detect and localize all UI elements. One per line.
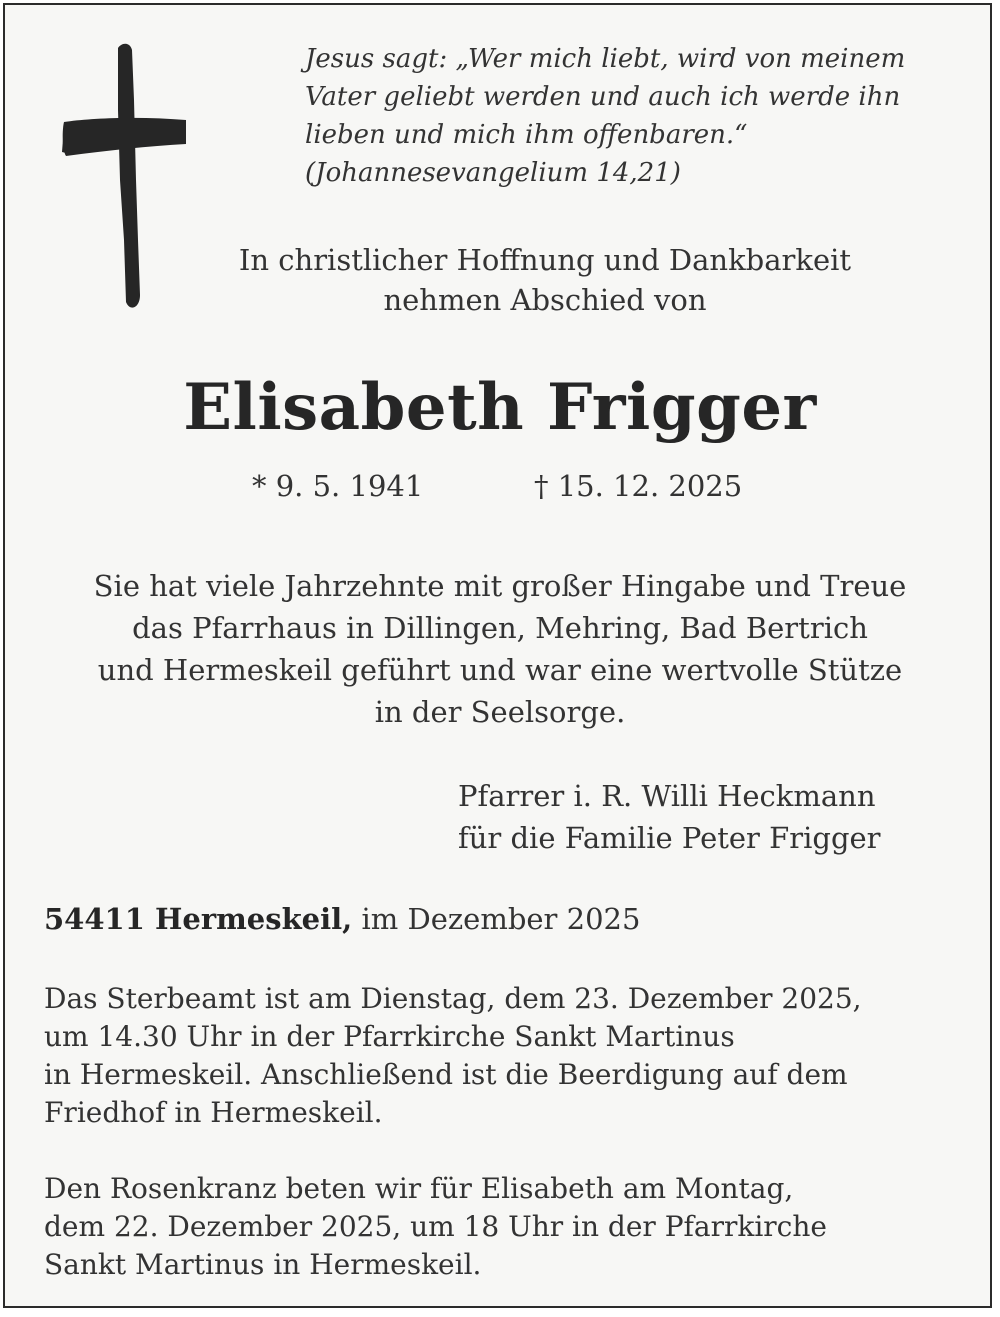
tribute-line: und Hermeskeil geführt und war eine wertvolle Stütze [97,653,903,687]
signer-line: Pfarrer i. R. Willi Heckmann [458,779,876,813]
funeral-line: in Hermeskeil. Anschließend ist die Beerdigung auf dem [44,1058,848,1091]
tribute-text [30,565,970,733]
place-month: im Dezember 2025 [352,902,641,936]
funeral-details [44,980,964,1132]
tribute-line: Sie hat viele Jahrzehnte mit großer Hingabe und Treue [93,569,907,603]
quote-line: Vater geliebt werden und auch ich werde ihn [305,82,901,112]
farewell-intro [150,240,940,320]
rosary-line: Sankt Martinus in Hermeskeil. [44,1248,482,1281]
deceased-name: Elisabeth Frigger [183,370,817,445]
funeral-line: Das Sterbeamt ist am Dienstag, dem 23. Dezember 2025, [44,982,862,1015]
funeral-line: um 14.30 Uhr in der Pfarrkirche Sankt Martinus [44,1020,735,1053]
signer-line: für die Familie Peter Frigger [458,821,881,855]
signers [458,775,881,859]
quote-line: Jesus sagt: „Wer mich liebt, wird von meinem [305,44,906,74]
rosary-details [44,1170,964,1284]
rosary-line: dem 22. Dezember 2025, um 18 Uhr in der Pfarrkirche [44,1210,827,1243]
intro-line: In christlicher Hoffnung und Dankbarkeit [238,243,852,277]
intro-line: nehmen Abschied von [383,283,707,317]
place-location: 54411 Hermeskeil, [44,902,353,936]
bible-quote [305,40,985,192]
tribute-line: das Pfarrhaus in Dillingen, Mehring, Bad Bertrich [132,611,868,645]
birth-date: * 9. 5. 1941 [252,469,424,503]
funeral-line: Friedhof in Hermeskeil. [44,1096,383,1129]
death-date: † 15. 12. 2025 [534,469,743,503]
tribute-line: in der Seelsorge. [374,695,626,729]
rosary-line: Den Rosenkranz beten wir für Elisabeth am Montag, [44,1172,794,1205]
place-date [44,898,640,940]
quote-line: lieben und mich ihm offenbaren.“ [305,120,748,150]
quote-source: (Johannesevangelium 14,21) [305,158,681,188]
